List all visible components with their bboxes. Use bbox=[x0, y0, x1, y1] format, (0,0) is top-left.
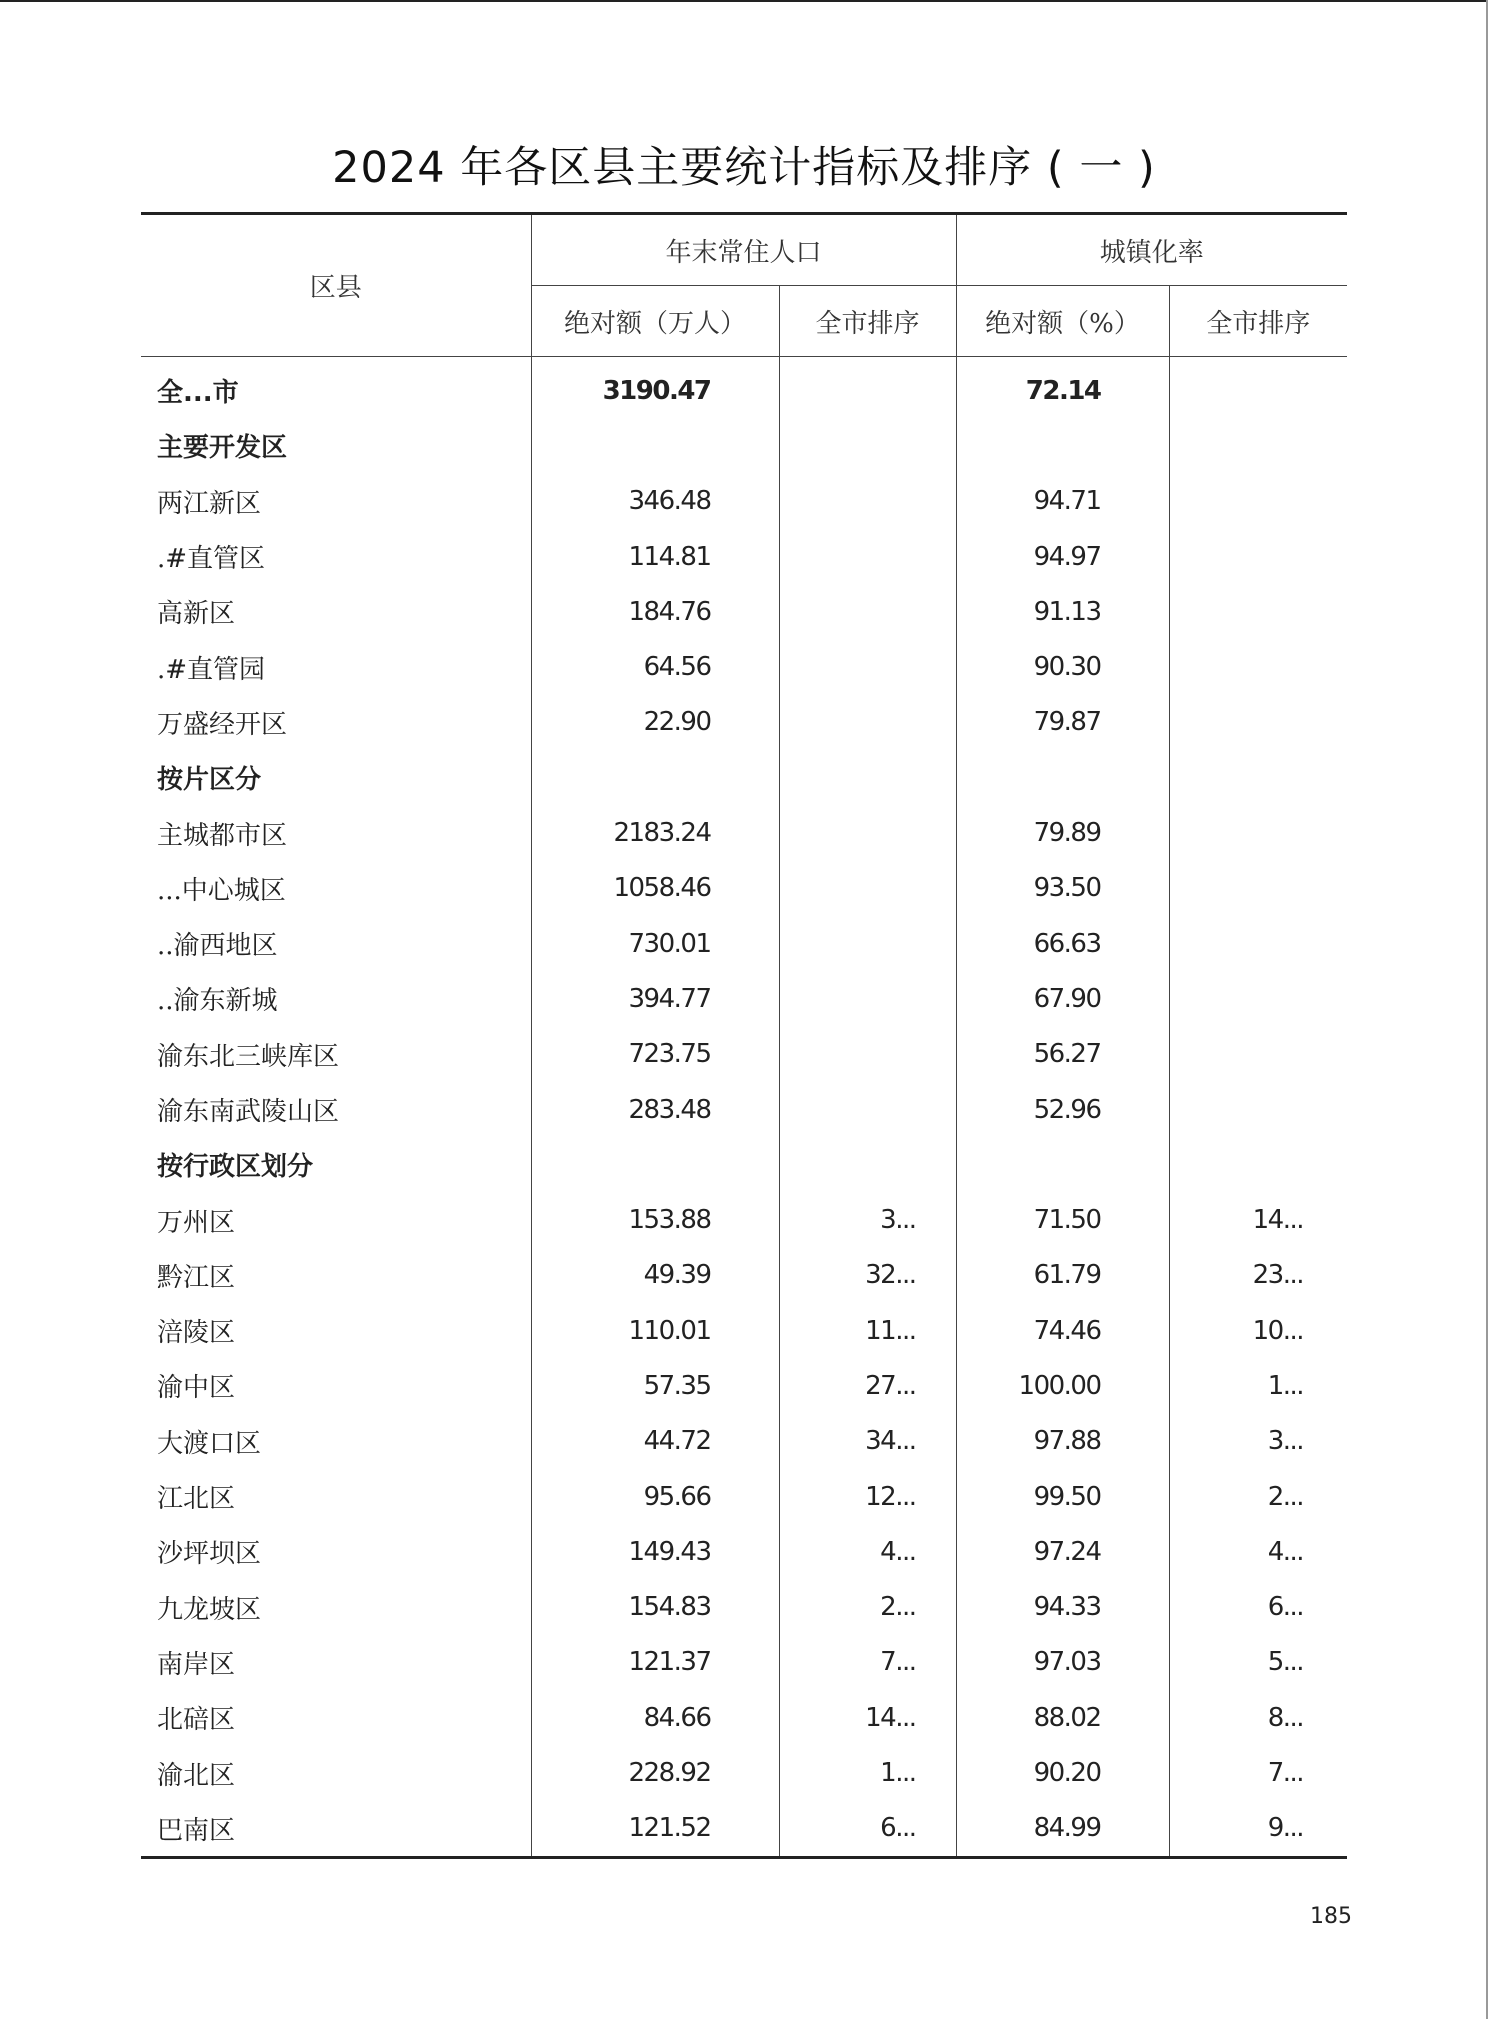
table-body bbox=[141, 357, 1347, 1858]
population-rank-cell bbox=[779, 639, 956, 694]
region-name-cell: 巴南区 bbox=[141, 1801, 531, 1858]
table-row bbox=[141, 861, 1347, 916]
urbanization-rank-cell bbox=[1169, 861, 1347, 916]
urbanization-cell: 79.87 bbox=[956, 695, 1169, 750]
table-row bbox=[141, 1192, 1347, 1247]
urbanization-cell: 97.24 bbox=[956, 1524, 1169, 1579]
population-rank-cell: 11... bbox=[779, 1303, 956, 1358]
population-rank-cell: 3... bbox=[779, 1192, 956, 1247]
region-name-cell: 按片区分 bbox=[157, 765, 262, 796]
table-row bbox=[141, 584, 1347, 639]
urbanization-cell: 90.30 bbox=[956, 639, 1169, 694]
urbanization-rank-cell: 23... bbox=[1169, 1248, 1347, 1303]
urbanization-cell: 97.03 bbox=[956, 1635, 1169, 1690]
total-row bbox=[141, 357, 1347, 419]
urbanization-cell: 61.79 bbox=[956, 1248, 1169, 1303]
region-name-cell: .#直管园 bbox=[157, 654, 266, 685]
population-rank-cell bbox=[779, 971, 956, 1026]
region-name-cell: 主要开发区 bbox=[157, 433, 288, 464]
table-row bbox=[141, 1358, 1347, 1413]
table-row bbox=[141, 971, 1347, 1026]
urbanization-cell: 94.97 bbox=[956, 529, 1169, 584]
header-population-group: 年末常住人口 bbox=[531, 214, 956, 286]
table-row bbox=[141, 695, 1347, 750]
region-name-cell: 涪陵区 bbox=[157, 1318, 236, 1349]
population-cell: 153.88 bbox=[531, 1192, 779, 1247]
urbanization-cell bbox=[956, 750, 1169, 805]
region-name-cell: 渝东南武陵山区 bbox=[157, 1097, 340, 1127]
urbanization-rank-cell bbox=[1169, 750, 1347, 805]
table-row bbox=[141, 1082, 1347, 1137]
table-row bbox=[141, 474, 1347, 529]
population-cell: 22.90 bbox=[531, 695, 779, 750]
table-row bbox=[141, 1745, 1347, 1800]
population-rank-cell bbox=[779, 750, 956, 805]
population-cell: 394.77 bbox=[531, 971, 779, 1026]
population-rank-cell bbox=[779, 357, 956, 419]
region-name-cell: 高新区 bbox=[157, 599, 236, 630]
urbanization-rank-cell: 8... bbox=[1169, 1690, 1347, 1745]
urbanization-rank-cell bbox=[1169, 639, 1347, 694]
population-rank-cell: 2... bbox=[779, 1580, 956, 1635]
table-row bbox=[141, 916, 1347, 971]
urbanization-cell: 79.89 bbox=[956, 805, 1169, 860]
table-row bbox=[141, 1248, 1347, 1303]
urbanization-cell: 72.14 bbox=[956, 357, 1169, 419]
region-name-cell: 渝北区 bbox=[157, 1760, 236, 1791]
population-rank-cell bbox=[779, 1137, 956, 1192]
urbanization-rank-cell bbox=[1169, 1082, 1347, 1137]
population-rank-cell: 1... bbox=[779, 1745, 956, 1800]
urbanization-rank-cell: 3... bbox=[1169, 1414, 1347, 1469]
urbanization-rank-cell bbox=[1169, 584, 1347, 639]
population-cell: 346.48 bbox=[531, 474, 779, 529]
population-cell: 283.48 bbox=[531, 1082, 779, 1137]
urbanization-cell: 90.20 bbox=[956, 1745, 1169, 1800]
section-header-row bbox=[141, 1137, 1347, 1192]
table-row bbox=[141, 1027, 1347, 1082]
population-cell bbox=[531, 418, 779, 473]
urbanization-rank-cell bbox=[1169, 971, 1347, 1026]
header-urbanization-rank: 全市排序 bbox=[1169, 286, 1347, 357]
urbanization-rank-cell bbox=[1169, 1137, 1347, 1192]
region-name-cell: 九龙坡区 bbox=[157, 1594, 262, 1625]
urbanization-cell: 67.90 bbox=[956, 971, 1169, 1026]
table-row bbox=[141, 1635, 1347, 1690]
population-cell: 154.83 bbox=[531, 1580, 779, 1635]
table-row bbox=[141, 1580, 1347, 1635]
urbanization-rank-cell: 14... bbox=[1169, 1192, 1347, 1247]
region-name-cell: 全...市 bbox=[157, 378, 239, 409]
urbanization-cell: 94.71 bbox=[956, 474, 1169, 529]
region-name-cell: 江北区 bbox=[157, 1484, 236, 1515]
region-name-cell: 两江新区 bbox=[157, 488, 262, 519]
table-row bbox=[141, 1524, 1347, 1579]
population-cell: 2183.24 bbox=[531, 805, 779, 860]
urbanization-rank-cell: 6... bbox=[1169, 1580, 1347, 1635]
population-rank-cell bbox=[779, 695, 956, 750]
region-name-cell: 大渡口区 bbox=[157, 1428, 262, 1459]
urbanization-cell: 56.27 bbox=[956, 1027, 1169, 1082]
urbanization-rank-cell: 10... bbox=[1169, 1303, 1347, 1358]
section-header-row bbox=[141, 418, 1347, 473]
urbanization-rank-cell bbox=[1169, 357, 1347, 419]
urbanization-rank-cell bbox=[1169, 529, 1347, 584]
population-rank-cell: 32... bbox=[779, 1248, 956, 1303]
header-region: 区县 bbox=[141, 214, 531, 357]
urbanization-cell: 99.50 bbox=[956, 1469, 1169, 1524]
region-name-cell: 万州区 bbox=[157, 1207, 236, 1238]
population-cell bbox=[531, 750, 779, 805]
population-rank-cell bbox=[779, 418, 956, 473]
urbanization-cell: 100.00 bbox=[956, 1358, 1169, 1413]
page-title: 2024 年各区县主要统计指标及排序 ( 一 ) bbox=[332, 143, 1156, 193]
region-name-cell: .#直管区 bbox=[157, 544, 266, 575]
urbanization-cell: 93.50 bbox=[956, 861, 1169, 916]
region-name-cell: 万盛经开区 bbox=[157, 709, 288, 740]
table-row bbox=[141, 1303, 1347, 1358]
header-population-absolute: 绝对额（万人） bbox=[531, 286, 779, 357]
population-cell: 184.76 bbox=[531, 584, 779, 639]
region-name-cell: ..渝东新城 bbox=[157, 986, 278, 1017]
urbanization-rank-cell: 5... bbox=[1169, 1635, 1347, 1690]
table-row bbox=[141, 639, 1347, 694]
population-cell: 228.92 bbox=[531, 1745, 779, 1800]
table-row bbox=[141, 529, 1347, 584]
header-urbanization-group: 城镇化率 bbox=[956, 214, 1347, 286]
region-name-cell: 主城都市区 bbox=[157, 820, 288, 851]
population-rank-cell bbox=[779, 584, 956, 639]
population-cell: 57.35 bbox=[531, 1358, 779, 1413]
population-cell: 149.43 bbox=[531, 1524, 779, 1579]
population-rank-cell: 34... bbox=[779, 1414, 956, 1469]
region-name-cell: 北碚区 bbox=[157, 1705, 236, 1736]
urbanization-rank-cell bbox=[1169, 418, 1347, 473]
population-cell: 110.01 bbox=[531, 1303, 779, 1358]
population-rank-cell: 6... bbox=[779, 1801, 956, 1858]
region-name-cell: 沙坪坝区 bbox=[157, 1539, 262, 1570]
region-name-cell: ...中心城区 bbox=[157, 875, 286, 906]
page-top-border bbox=[0, 0, 1488, 2]
table-row bbox=[141, 1801, 1347, 1858]
region-name-cell: 按行政区划分 bbox=[157, 1152, 314, 1183]
population-cell: 49.39 bbox=[531, 1248, 779, 1303]
table-row bbox=[141, 1690, 1347, 1745]
urbanization-rank-cell: 9... bbox=[1169, 1801, 1347, 1858]
population-cell: 3190.47 bbox=[531, 357, 779, 419]
urbanization-rank-cell bbox=[1169, 695, 1347, 750]
population-cell: 44.72 bbox=[531, 1414, 779, 1469]
table-row bbox=[141, 805, 1347, 860]
population-rank-cell bbox=[779, 1027, 956, 1082]
population-cell: 95.66 bbox=[531, 1469, 779, 1524]
population-rank-cell bbox=[779, 916, 956, 971]
urbanization-cell: 74.46 bbox=[956, 1303, 1169, 1358]
region-name-cell: 渝中区 bbox=[157, 1373, 236, 1404]
urbanization-rank-cell: 4... bbox=[1169, 1524, 1347, 1579]
urbanization-cell: 52.96 bbox=[956, 1082, 1169, 1137]
urbanization-cell: 88.02 bbox=[956, 1690, 1169, 1745]
population-rank-cell bbox=[779, 529, 956, 584]
population-rank-cell bbox=[779, 805, 956, 860]
urbanization-cell bbox=[956, 418, 1169, 473]
urbanization-cell: 84.99 bbox=[956, 1801, 1169, 1858]
urbanization-rank-cell: 2... bbox=[1169, 1469, 1347, 1524]
urbanization-cell: 97.88 bbox=[956, 1414, 1169, 1469]
population-cell: 114.81 bbox=[531, 529, 779, 584]
population-rank-cell bbox=[779, 1082, 956, 1137]
population-rank-cell: 4... bbox=[779, 1524, 956, 1579]
population-rank-cell: 27... bbox=[779, 1358, 956, 1413]
population-cell bbox=[531, 1137, 779, 1192]
urbanization-cell: 66.63 bbox=[956, 916, 1169, 971]
region-name-cell: 渝东北三峡库区 bbox=[157, 1041, 340, 1072]
urbanization-rank-cell bbox=[1169, 474, 1347, 529]
urbanization-cell: 94.33 bbox=[956, 1580, 1169, 1635]
population-cell: 64.56 bbox=[531, 639, 779, 694]
urbanization-rank-cell bbox=[1169, 916, 1347, 971]
header-urbanization-absolute: 绝对额（%） bbox=[956, 286, 1169, 357]
urbanization-rank-cell bbox=[1169, 805, 1347, 860]
population-cell: 121.37 bbox=[531, 1635, 779, 1690]
population-cell: 723.75 bbox=[531, 1027, 779, 1082]
table-row bbox=[141, 1469, 1347, 1524]
section-header-row bbox=[141, 750, 1347, 805]
population-rank-cell: 7... bbox=[779, 1635, 956, 1690]
population-rank-cell bbox=[779, 474, 956, 529]
population-cell: 730.01 bbox=[531, 916, 779, 971]
population-rank-cell: 12... bbox=[779, 1469, 956, 1524]
population-cell: 121.52 bbox=[531, 1801, 779, 1858]
population-cell: 84.66 bbox=[531, 1690, 779, 1745]
urbanization-cell bbox=[956, 1137, 1169, 1192]
urbanization-cell: 91.13 bbox=[956, 584, 1169, 639]
region-name-cell: 南岸区 bbox=[157, 1649, 236, 1680]
table-row bbox=[141, 1414, 1347, 1469]
region-name-cell: ..渝西地区 bbox=[157, 931, 278, 962]
statistics-table bbox=[141, 212, 1347, 1859]
page-number: 185 bbox=[1310, 1904, 1352, 1929]
urbanization-rank-cell bbox=[1169, 1027, 1347, 1082]
urbanization-rank-cell: 7... bbox=[1169, 1745, 1347, 1800]
population-rank-cell: 14... bbox=[779, 1690, 956, 1745]
region-name-cell: 黔江区 bbox=[157, 1262, 236, 1293]
population-cell: 1058.46 bbox=[531, 861, 779, 916]
urbanization-rank-cell: 1... bbox=[1169, 1358, 1347, 1413]
header-population-rank: 全市排序 bbox=[779, 286, 956, 357]
population-rank-cell bbox=[779, 861, 956, 916]
urbanization-cell: 71.50 bbox=[956, 1192, 1169, 1247]
